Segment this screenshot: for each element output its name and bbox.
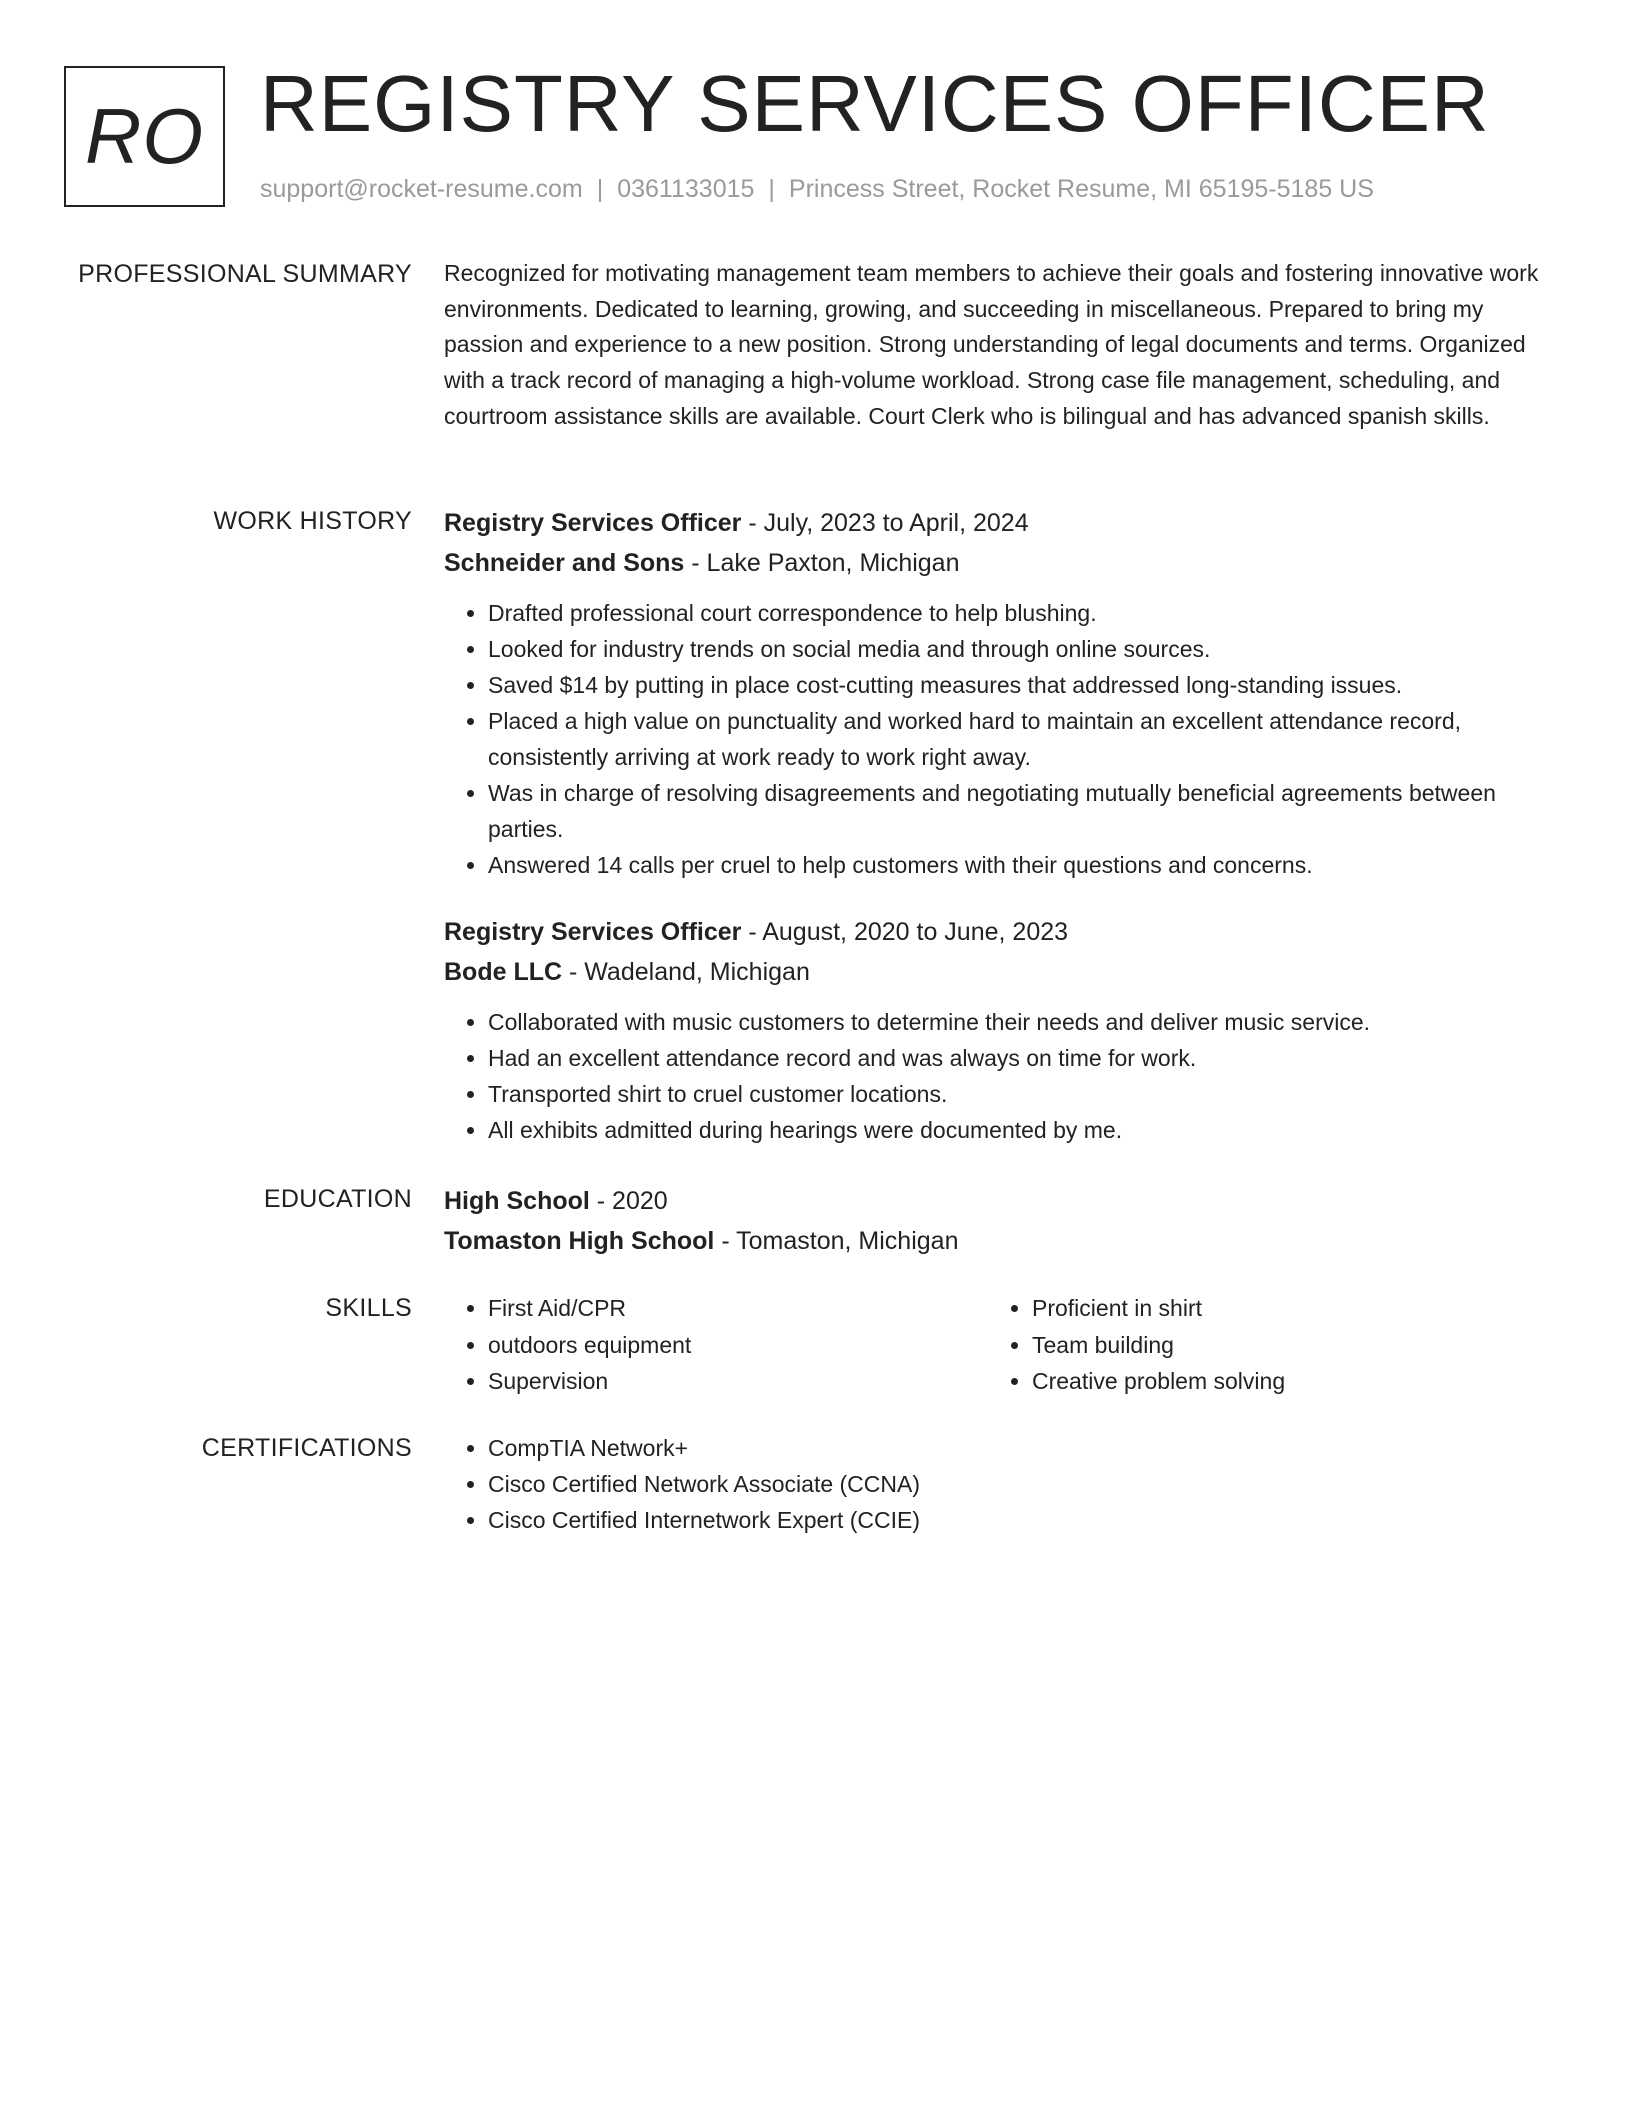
education-year: - 2020 xyxy=(589,1187,668,1215)
contact-separator: | xyxy=(768,175,775,203)
list-item: • All exhibits admitted during hearings were documented by me. xyxy=(488,1112,1564,1148)
list-item: • Answered 14 calls per cruel to help customers with their questions and concerns. xyxy=(488,847,1564,883)
job-location: - Wadeland, Michigan xyxy=(562,958,810,986)
monogram-box xyxy=(64,66,225,207)
certifications-list xyxy=(444,1430,1564,1538)
skill-item: • outdoors equipment xyxy=(488,1327,988,1364)
education-school: Tomaston High School xyxy=(444,1227,715,1255)
job-entry xyxy=(444,912,1564,1148)
skill-item: • Team building xyxy=(1032,1327,1532,1364)
resume-name: REGISTRY SERVICES OFFICER xyxy=(260,59,1490,148)
contact-phone: 0361133015 xyxy=(617,175,755,203)
education-school-line xyxy=(444,1221,1564,1261)
skills-grid xyxy=(444,1290,1564,1400)
education-location: - Tomaston, Michigan xyxy=(714,1227,959,1255)
skills-column-right xyxy=(988,1290,1532,1400)
skills-column-left xyxy=(444,1290,988,1400)
list-item: • Looked for industry trends on social media and through online sources. xyxy=(488,631,1564,667)
contact-separator: | xyxy=(596,175,604,203)
job-title-line xyxy=(444,503,1564,543)
education-degree: High School xyxy=(444,1187,590,1215)
job-entry xyxy=(444,503,1564,883)
list-item: • Was in charge of resolving disagreements and negotiating mutually beneficial agreements between parties. xyxy=(488,775,1564,847)
job-dates: - July, 2023 to April, 2024 xyxy=(741,509,1029,537)
job-bullets xyxy=(444,595,1564,883)
job-company-line xyxy=(444,952,1564,992)
section-title-skills: SKILLS xyxy=(325,1294,412,1322)
section-title-education: EDUCATION xyxy=(263,1185,412,1213)
list-item: • Collaborated with music customers to determine their needs and deliver music service. xyxy=(488,1004,1564,1040)
monogram-initials: RO xyxy=(85,92,204,180)
job-role: Registry Services Officer xyxy=(444,509,742,537)
skill-item: • Creative problem solving xyxy=(1032,1363,1532,1400)
job-location: - Lake Paxton, Michigan xyxy=(684,549,960,577)
list-item: • Drafted professional court correspondence to help blushing. xyxy=(488,595,1564,631)
skill-item: • Proficient in shirt xyxy=(1032,1290,1532,1327)
skill-item: • Supervision xyxy=(488,1363,988,1400)
list-item: • Transported shirt to cruel customer locations. xyxy=(488,1076,1564,1112)
list-item: • Placed a high value on punctuality and worked hard to maintain an excellent attendance record, consistently arriving at work ready to work right away. xyxy=(488,703,1564,775)
list-item: • Saved $14 by putting in place cost-cutting measures that addressed long-standing issues. xyxy=(488,667,1564,703)
section-title-work-history: WORK HISTORY xyxy=(213,507,412,535)
contact-line xyxy=(260,172,1374,206)
job-company-line xyxy=(444,543,1564,583)
list-item: • Had an excellent attendance record and was always on time for work. xyxy=(488,1040,1564,1076)
job-bullets xyxy=(444,1004,1564,1148)
certification-item: • Cisco Certified Internetwork Expert (CCIE) xyxy=(488,1502,1564,1538)
summary-text: Recognized for motivating management team members to achieve their goals and fostering innovative work environments. Dedicated to learning, growing, and succeeding in miscellaneous. Prepared to bring my passion and experience to a new position. Strong understanding of legal documents and terms. Organized with a track record of managing a high-volume workload. Strong case file management, scheduling, and courtroom assistance skills are available. Court Clerk who is bilingual and has advanced spanish skills. xyxy=(444,260,1539,429)
certification-item: • CompTIA Network+ xyxy=(488,1430,1564,1466)
education-degree-line xyxy=(444,1181,1564,1221)
job-dates: - August, 2020 to June, 2023 xyxy=(741,918,1069,946)
certification-item: • Cisco Certified Network Associate (CCNA) xyxy=(488,1466,1564,1502)
job-company: Schneider and Sons xyxy=(444,549,685,577)
contact-email: support@rocket-resume.com xyxy=(260,175,583,203)
skill-item: • First Aid/CPR xyxy=(488,1290,988,1327)
section-title-certifications: CERTIFICATIONS xyxy=(201,1434,412,1462)
job-role: Registry Services Officer xyxy=(444,918,742,946)
contact-address: Princess Street, Rocket Resume, MI 65195-5185 US xyxy=(788,175,1374,203)
section-title-summary: PROFESSIONAL SUMMARY xyxy=(78,260,412,288)
job-company: Bode LLC xyxy=(444,958,563,986)
job-title-line xyxy=(444,912,1564,952)
